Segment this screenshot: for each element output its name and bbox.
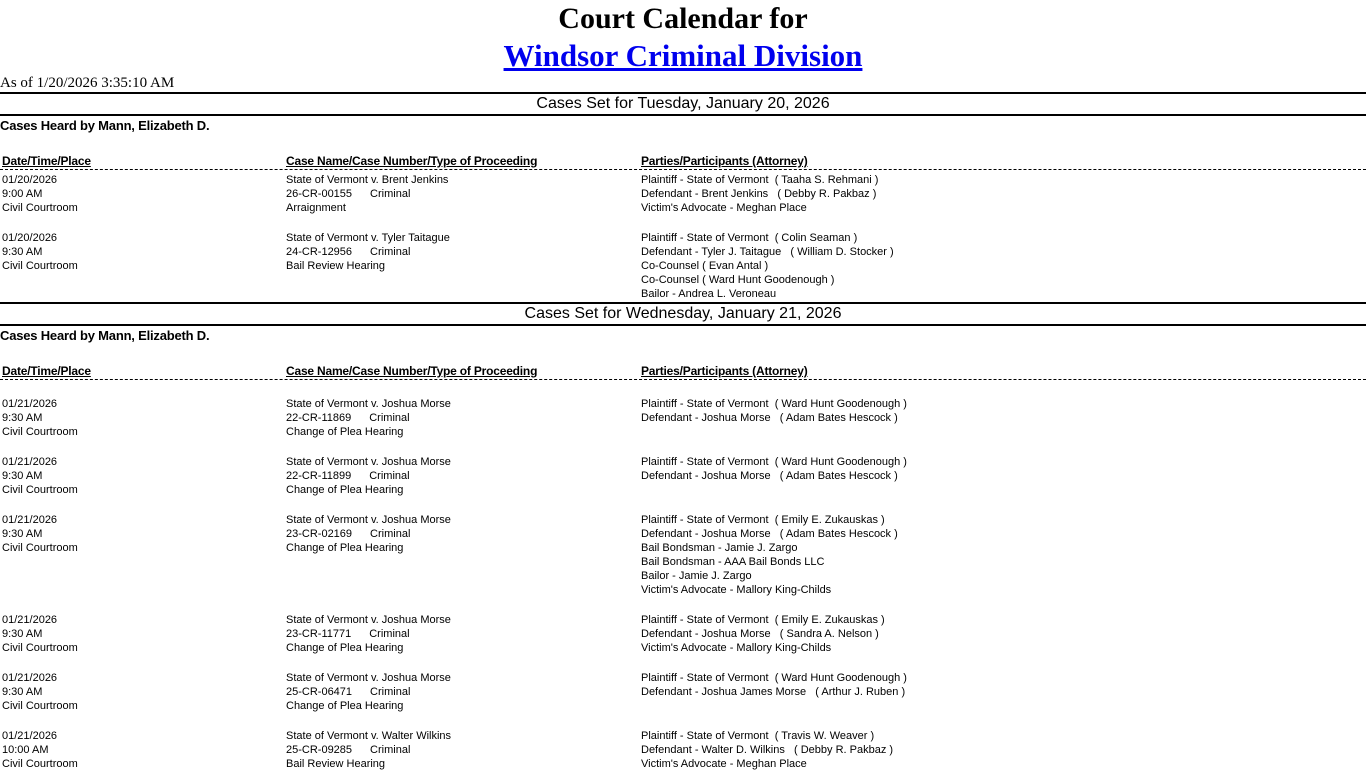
case-name: State of Vermont v. Brent Jenkins bbox=[286, 174, 449, 186]
party-entry: Defendant - Tyler J. Taitague ( William D. Stocker ) bbox=[641, 246, 894, 258]
case-parties bbox=[641, 173, 1361, 215]
case-number-line bbox=[286, 469, 636, 483]
case-parties bbox=[641, 613, 1361, 655]
case-date: 01/20/2026 bbox=[2, 174, 58, 186]
case-parties bbox=[641, 397, 1361, 425]
case-proceeding: Change of Plea Hearing bbox=[286, 484, 404, 496]
case-place: Civil Courtroom bbox=[2, 700, 78, 712]
day-banner: Cases Set for Tuesday, January 20, 2026 bbox=[0, 92, 1366, 116]
case-place: Civil Courtroom bbox=[2, 484, 78, 496]
party-entry: Co-Counsel ( Ward Hunt Goodenough ) bbox=[641, 274, 835, 286]
case-details bbox=[286, 455, 636, 497]
party-entry: Plaintiff - State of Vermont ( Ward Hunt Goodenough ) bbox=[641, 672, 907, 684]
party-entry: Victim's Advocate - Meghan Place bbox=[641, 758, 807, 770]
case-place: Civil Courtroom bbox=[2, 426, 78, 438]
case-proceeding: Arraignment bbox=[286, 202, 346, 214]
case-number: 25-CR-06471 bbox=[286, 686, 353, 698]
party-entry: Bail Bondsman - AAA Bail Bonds LLC bbox=[641, 556, 825, 568]
column-header-case: Case Name/Case Number/Type of Proceeding bbox=[286, 364, 538, 378]
party-entry: Bailor - Andrea L. Veroneau bbox=[641, 288, 777, 300]
page-title: Court Calendar for bbox=[558, 2, 808, 35]
case-parties bbox=[641, 455, 1361, 483]
column-header-date: Date/Time/Place bbox=[2, 154, 91, 168]
division-link[interactable]: Windsor Criminal Division bbox=[503, 38, 863, 73]
column-header-parties: Parties/Participants (Attorney) bbox=[641, 364, 808, 378]
case-type: Criminal bbox=[370, 528, 411, 540]
judge-heading: Cases Heard by Mann, Elizabeth D. bbox=[0, 118, 210, 133]
case-time: 9:30 AM bbox=[2, 412, 43, 424]
case-time: 9:30 AM bbox=[2, 628, 43, 640]
judge-heading: Cases Heard by Mann, Elizabeth D. bbox=[0, 328, 210, 343]
case-type: Criminal bbox=[370, 246, 411, 258]
case-number-line bbox=[286, 245, 636, 259]
party-entry: Plaintiff - State of Vermont ( Ward Hunt Goodenough ) bbox=[641, 398, 907, 410]
case-date-time-place bbox=[2, 397, 282, 439]
case-proceeding: Bail Review Hearing bbox=[286, 758, 386, 770]
case-number: 23-CR-02169 bbox=[286, 528, 353, 540]
column-headers bbox=[0, 364, 1366, 380]
case-type: Criminal bbox=[369, 628, 410, 640]
case-number: 23-CR-11771 bbox=[286, 628, 352, 640]
case-name: State of Vermont v. Walter Wilkins bbox=[286, 730, 452, 742]
party-entry: Bailor - Jamie J. Zargo bbox=[641, 570, 752, 582]
case-date: 01/21/2026 bbox=[2, 514, 58, 526]
case-name: State of Vermont v. Joshua Morse bbox=[286, 614, 451, 626]
case-type: Criminal bbox=[370, 686, 411, 698]
as-of-timestamp: As of 1/20/2026 3:35:10 AM bbox=[0, 75, 175, 91]
column-header-case: Case Name/Case Number/Type of Proceeding bbox=[286, 154, 538, 168]
case-name: State of Vermont v. Joshua Morse bbox=[286, 514, 451, 526]
case-date: 01/21/2026 bbox=[2, 614, 58, 626]
case-details bbox=[286, 231, 636, 273]
case-number-line bbox=[286, 627, 636, 641]
party-entry: Plaintiff - State of Vermont ( Taaha S. Rehmani ) bbox=[641, 174, 879, 186]
case-date-time-place bbox=[2, 729, 282, 771]
case-place: Civil Courtroom bbox=[2, 260, 78, 272]
case-date-time-place bbox=[2, 671, 282, 713]
case-parties bbox=[641, 513, 1361, 597]
case-date: 01/21/2026 bbox=[2, 730, 58, 742]
case-details bbox=[286, 397, 636, 439]
party-entry: Defendant - Brent Jenkins ( Debby R. Pakbaz ) bbox=[641, 188, 877, 200]
case-type: Criminal bbox=[369, 412, 410, 424]
party-entry: Plaintiff - State of Vermont ( Emily E. Zukauskas ) bbox=[641, 614, 885, 626]
case-proceeding: Bail Review Hearing bbox=[286, 260, 386, 272]
party-entry: Defendant - Joshua Morse ( Sandra A. Nelson ) bbox=[641, 628, 879, 640]
case-number: 26-CR-00155 bbox=[286, 188, 353, 200]
case-number: 22-CR-11899 bbox=[286, 470, 352, 482]
case-parties bbox=[641, 671, 1361, 699]
case-name: State of Vermont v. Joshua Morse bbox=[286, 398, 451, 410]
case-proceeding: Change of Plea Hearing bbox=[286, 426, 404, 438]
case-place: Civil Courtroom bbox=[2, 642, 78, 654]
party-entry: Defendant - Joshua James Morse ( Arthur J. Ruben ) bbox=[641, 686, 906, 698]
party-entry: Victim's Advocate - Mallory King-Childs bbox=[641, 584, 832, 596]
case-time: 9:30 AM bbox=[2, 528, 43, 540]
case-place: Civil Courtroom bbox=[2, 758, 78, 770]
case-date-time-place bbox=[2, 513, 282, 555]
case-proceeding: Change of Plea Hearing bbox=[286, 642, 404, 654]
party-entry: Plaintiff - State of Vermont ( Ward Hunt Goodenough ) bbox=[641, 456, 907, 468]
party-entry: Bail Bondsman - Jamie J. Zargo bbox=[641, 542, 798, 554]
column-headers bbox=[0, 154, 1366, 170]
case-time: 10:00 AM bbox=[2, 744, 49, 756]
case-type: Criminal bbox=[369, 470, 410, 482]
case-date: 01/21/2026 bbox=[2, 398, 58, 410]
case-proceeding: Change of Plea Hearing bbox=[286, 700, 404, 712]
case-place: Civil Courtroom bbox=[2, 542, 78, 554]
case-parties bbox=[641, 231, 1361, 301]
party-entry: Defendant - Joshua Morse ( Adam Bates Hescock ) bbox=[641, 412, 898, 424]
case-time: 9:30 AM bbox=[2, 686, 43, 698]
case-name: State of Vermont v. Joshua Morse bbox=[286, 456, 451, 468]
party-entry: Victim's Advocate - Mallory King-Childs bbox=[641, 642, 832, 654]
column-header-parties: Parties/Participants (Attorney) bbox=[641, 154, 808, 168]
case-time: 9:30 AM bbox=[2, 246, 43, 258]
case-date-time-place bbox=[2, 613, 282, 655]
case-type: Criminal bbox=[370, 744, 411, 756]
day-banner: Cases Set for Wednesday, January 21, 2026 bbox=[0, 302, 1366, 326]
case-date-time-place bbox=[2, 173, 282, 215]
case-number-line bbox=[286, 743, 636, 757]
column-header-date: Date/Time/Place bbox=[2, 364, 91, 378]
case-number: 22-CR-11869 bbox=[286, 412, 352, 424]
case-number-line bbox=[286, 527, 636, 541]
case-number: 25-CR-09285 bbox=[286, 744, 353, 756]
case-name: State of Vermont v. Joshua Morse bbox=[286, 672, 451, 684]
case-place: Civil Courtroom bbox=[2, 202, 78, 214]
case-details bbox=[286, 613, 636, 655]
party-entry: Defendant - Joshua Morse ( Adam Bates Hescock ) bbox=[641, 470, 898, 482]
case-details bbox=[286, 671, 636, 713]
party-entry: Plaintiff - State of Vermont ( Colin Seaman ) bbox=[641, 232, 858, 244]
party-entry: Plaintiff - State of Vermont ( Travis W. Weaver ) bbox=[641, 730, 875, 742]
case-type: Criminal bbox=[370, 188, 411, 200]
case-number-line bbox=[286, 411, 636, 425]
case-details bbox=[286, 173, 636, 215]
party-entry: Defendant - Joshua Morse ( Adam Bates Hescock ) bbox=[641, 528, 898, 540]
case-date: 01/21/2026 bbox=[2, 672, 58, 684]
case-number-line bbox=[286, 187, 636, 201]
case-date-time-place bbox=[2, 231, 282, 273]
case-parties bbox=[641, 729, 1361, 771]
case-details bbox=[286, 729, 636, 771]
case-name: State of Vermont v. Tyler Taitague bbox=[286, 232, 450, 244]
party-entry: Victim's Advocate - Meghan Place bbox=[641, 202, 807, 214]
party-entry: Plaintiff - State of Vermont ( Emily E. Zukauskas ) bbox=[641, 514, 885, 526]
case-number-line bbox=[286, 685, 636, 699]
case-time: 9:30 AM bbox=[2, 470, 43, 482]
case-details bbox=[286, 513, 636, 555]
case-proceeding: Change of Plea Hearing bbox=[286, 542, 404, 554]
party-entry: Defendant - Walter D. Wilkins ( Debby R. Pakbaz ) bbox=[641, 744, 894, 756]
case-date: 01/20/2026 bbox=[2, 232, 58, 244]
party-entry: Co-Counsel ( Evan Antal ) bbox=[641, 260, 769, 272]
page-header bbox=[0, 0, 1366, 74]
case-date: 01/21/2026 bbox=[2, 456, 58, 468]
case-time: 9:00 AM bbox=[2, 188, 43, 200]
case-number: 24-CR-12956 bbox=[286, 246, 353, 258]
case-date-time-place bbox=[2, 455, 282, 497]
